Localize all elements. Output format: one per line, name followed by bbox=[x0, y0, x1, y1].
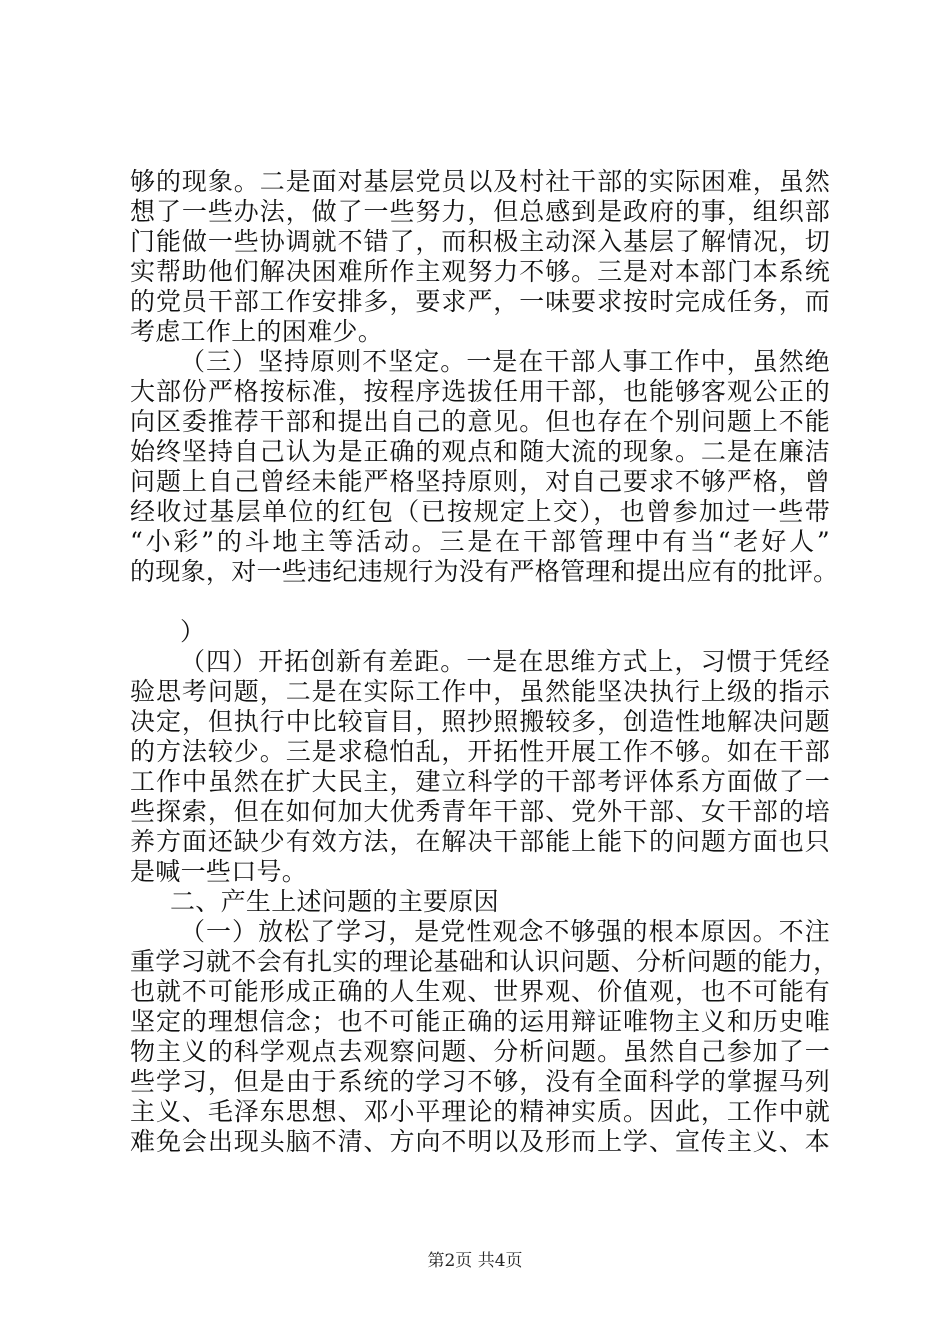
page-number-footer: 第2页 共4页 bbox=[427, 1251, 523, 1271]
paragraph-line: 也就不可能形成正确的人生观、世界观、价值观，也不可能有 bbox=[130, 977, 830, 1006]
paragraph-line: 坚定的理想信念；也不可能正确的运用辩证唯物主义和历史唯 bbox=[130, 1007, 830, 1036]
paragraph-line: 主义、毛泽东思想、邓小平理论的精神实质。因此，工作中就 bbox=[130, 1097, 830, 1126]
paragraph-line: 物主义的科学观点去观察问题、分析问题。虽然自己参加了一 bbox=[130, 1037, 830, 1066]
blank-line bbox=[130, 587, 830, 617]
paragraph-line: “小彩”的斗地主等活动。三是在干部管理中有当“老好人” bbox=[130, 527, 830, 556]
paragraph-line: 问题上自己曾经未能严格坚持原则，对自己要求不够严格，曾 bbox=[130, 467, 830, 496]
paragraph-line: 够的现象。二是面对基层党员以及村社干部的实际困难，虽然 bbox=[130, 167, 830, 196]
paragraph-line: 些探索，但在如何加大优秀青年干部、党外干部、女干部的培 bbox=[130, 797, 830, 826]
paragraph-line: 些学习，但是由于系统的学习不够，没有全面科学的掌握马列 bbox=[130, 1067, 830, 1096]
paragraph-line: 工作中虽然在扩大民主，建立科学的干部考评体系方面做了一 bbox=[130, 767, 830, 796]
paragraph-line: 考虑工作上的困难少。 bbox=[130, 317, 384, 346]
chapter-heading-line: 二、产生上述问题的主要原因 bbox=[170, 887, 499, 916]
paragraph-line: 重学习就不会有扎实的理论基础和认识问题、分析问题的能力， bbox=[130, 947, 839, 976]
paragraph-line: 的现象，对一些违纪违规行为没有严格管理和提出应有的批评。 bbox=[130, 557, 839, 586]
section-heading-line: （一）放松了学习，是党性观念不够强的根本原因。不注 bbox=[180, 917, 830, 946]
section-heading-line: （三）坚持原则不坚定。一是在干部人事工作中，虽然绝 bbox=[180, 347, 830, 376]
document-body bbox=[130, 167, 839, 1157]
paragraph-line: 难免会出现头脑不清、方向不明以及形而上学、宣传主义、本 bbox=[130, 1127, 830, 1156]
paragraph-line: 实帮助他们解决困难所作主观努力不够。三是对本部门本系统 bbox=[130, 257, 830, 286]
paragraph-line: 大部份严格按标准，按程序选拔任用干部，也能够客观公正的 bbox=[130, 377, 830, 406]
paragraph-line: 始终坚持自己认为是正确的观点和随大流的现象。二是在廉洁 bbox=[130, 437, 830, 466]
stray-parenthesis-line: ） bbox=[180, 617, 206, 646]
paragraph-line: 想了一些办法，做了一些努力，但总感到是政府的事，组织部 bbox=[130, 197, 830, 226]
paragraph-line: 决定，但执行中比较盲目，照抄照搬较多，创造性地解决问题 bbox=[130, 707, 830, 736]
paragraph-line: 养方面还缺少有效方法，在解决干部能上能下的问题方面也只 bbox=[130, 827, 830, 856]
paragraph-line: 的党员干部工作安排多，要求严，一味要求按时完成任务，而 bbox=[130, 287, 830, 316]
paragraph-line: 的方法较少。三是求稳怕乱，开拓性开展工作不够。如在干部 bbox=[130, 737, 830, 766]
paragraph-line: 向区委推荐干部和提出自己的意见。但也存在个别问题上不能 bbox=[130, 407, 830, 436]
paragraph-line: 经收过基层单位的红包（已按规定上交），也曾参加过一些带 bbox=[130, 497, 830, 526]
paragraph-line: 验思考问题，二是在实际工作中，虽然能坚决执行上级的指示 bbox=[130, 677, 830, 706]
paragraph-line: 是喊一些口号。 bbox=[130, 857, 308, 886]
section-heading-line: （四）开拓创新有差距。一是在思维方式上，习惯于凭经 bbox=[180, 647, 830, 676]
paragraph-line: 门能做一些协调就不错了，而积极主动深入基层了解情况，切 bbox=[130, 227, 830, 256]
